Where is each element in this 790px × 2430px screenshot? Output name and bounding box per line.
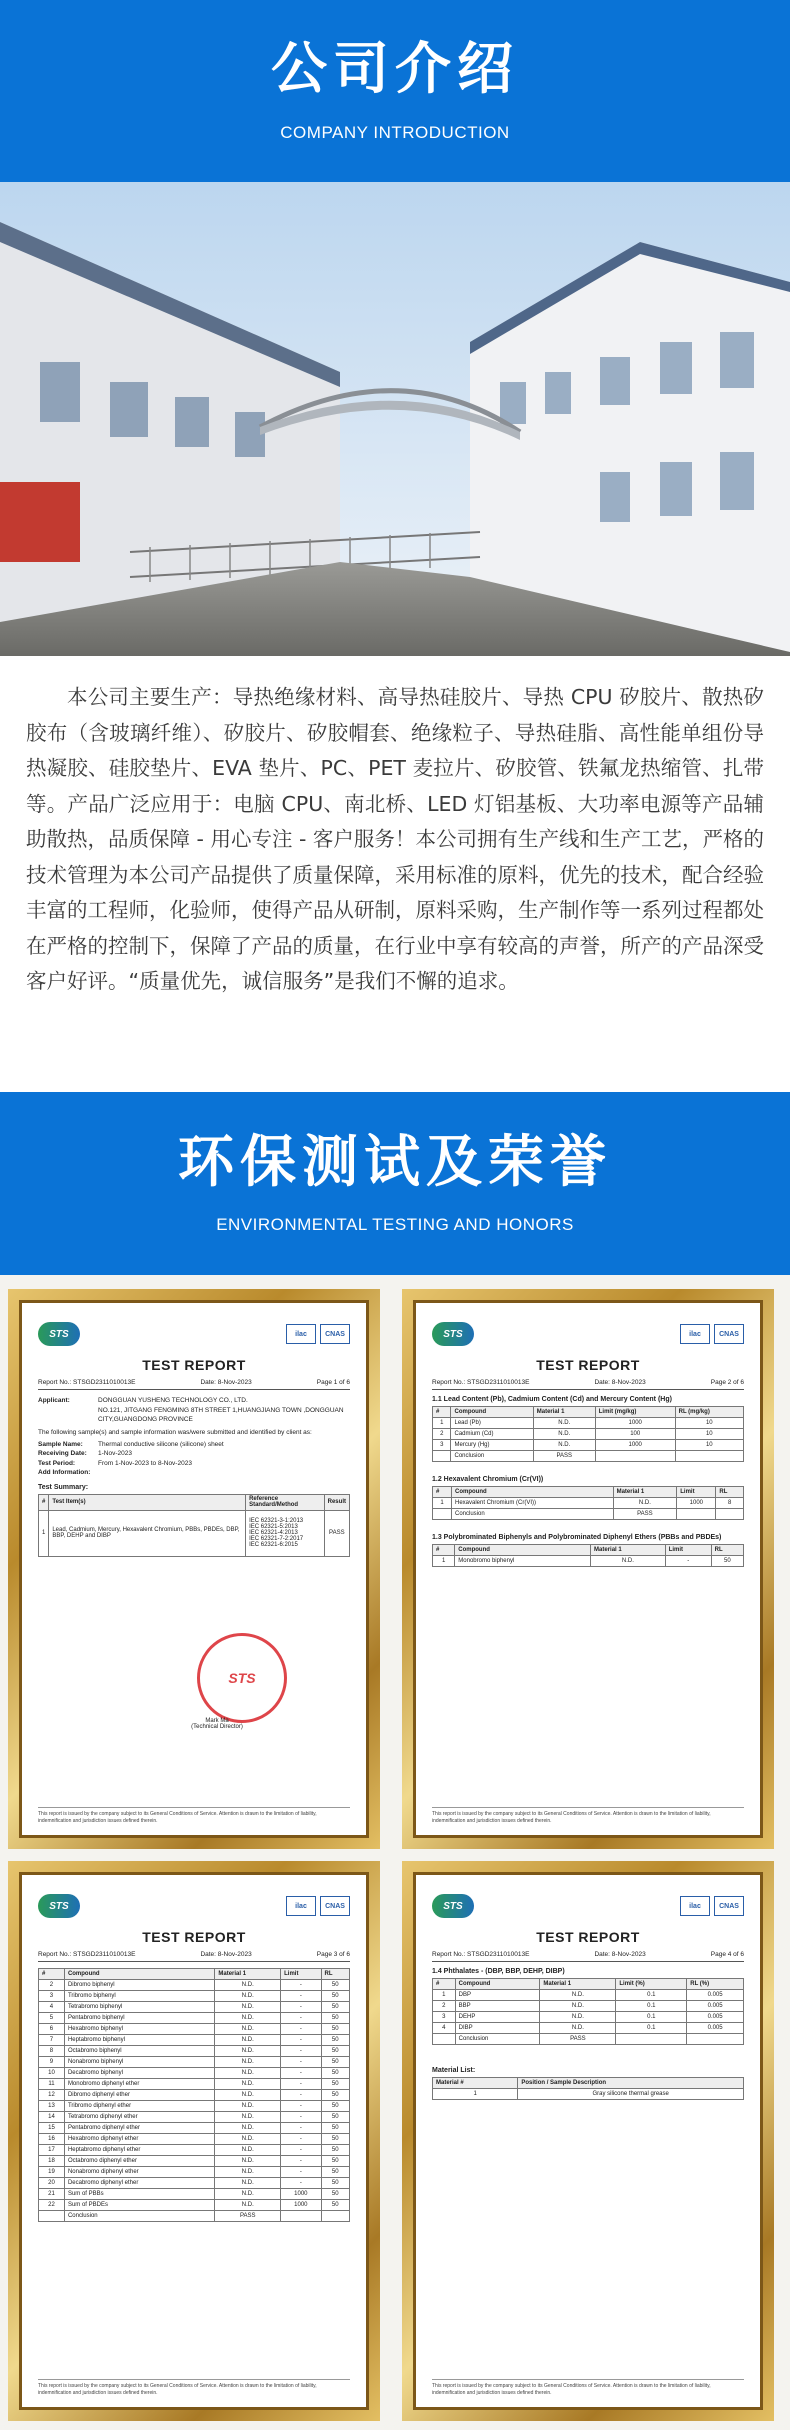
table-cell: Pentabromo diphenyl ether (64, 2123, 214, 2134)
table-row: 18 Octabromo diphenyl ether N.D. - 50 (39, 2156, 350, 2167)
company-stamp: STS (197, 1633, 287, 1723)
test-summary-heading: Test Summary: (38, 1483, 89, 1491)
cnas-logo: CNAS (320, 1324, 350, 1344)
ilac-mra-logo: ilac (680, 1896, 710, 1916)
page-number: Page 3 of 6 (316, 1951, 350, 1958)
summary-table: # Test Item(s) Reference Standard/Method Result 1 Lead, Cadmium, Mercury, Hexavalent Chromium, PBBs, PBDEs, DBP, BBP, DEHP and DIBP IEC 62321-3-1:2013 IEC 62321-5:2013 IEC 62321-4:2013 IEC 62321-7-2:2017 IEC 62321-6:2015 PASS (38, 1494, 350, 1557)
signatory-title: (Technical Director) (191, 1724, 243, 1730)
section-subtitle: ENVIRONMENTAL TESTING AND HONORS (216, 1215, 574, 1235)
table-cell: Octabromo biphenyl (64, 2046, 214, 2057)
report-title: TEST REPORT (536, 1357, 640, 1373)
table-cell: Octabromo diphenyl ether (64, 2156, 214, 2167)
section-title: 环保测试及荣誉 (178, 1129, 612, 1195)
table-cell: BBP (455, 2001, 540, 2012)
test-report-page-4 (416, 1875, 760, 2407)
table-cell: Tribromo diphenyl ether (64, 2101, 214, 2112)
pbb-table: # Compound Material 1 Limit RL 1 Monobromo biphenyl N.D. - 50 (432, 1544, 744, 1567)
signatory-name: Mark Ma (205, 1718, 229, 1724)
ilac-mra-logo: ilac (286, 1324, 316, 1344)
report-footer: This report is issued by the company subject to its General Conditions of Service. Attention is drawn to the limitation of liability, indemnification and jurisdiction issues defined therein. (38, 2379, 350, 2397)
receiving-date-label: Receiving Date: (38, 1450, 87, 1457)
table-cell: Hexavalent Chromium (Cr(VI)) (451, 1498, 613, 1509)
report-number: Report No.: STSGD2311010013E (432, 1379, 530, 1386)
factory-illustration (0, 182, 790, 656)
section-heading: 1.2 Hexavalent Chromium (Cr(VI)) (432, 1476, 544, 1483)
page-number: Page 1 of 6 (316, 1379, 350, 1386)
table-cell: Decabromo diphenyl ether (64, 2178, 214, 2189)
cnas-logo: CNAS (320, 1896, 350, 1916)
material-list-heading: Material List: (432, 2067, 476, 2074)
report-title: TEST REPORT (142, 1357, 246, 1373)
certificate-frame (402, 1289, 774, 1849)
applicant-address: NO.121, JITGANG FENGMING 8TH STREET 1,HUANGJIANG TOWN ,DONGGUAN CITY,GUANGDONG PROVINCE (98, 1406, 344, 1423)
section-heading: 1.3 Polybrominated Biphenyls and Polybrominated Diphenyl Ethers (PBBs and PBDEs) (432, 1534, 722, 1541)
table-cell: Nonabromo diphenyl ether (64, 2167, 214, 2178)
table-cell: Lead (Pb) (451, 1418, 533, 1429)
table-cell: Nonabromo biphenyl (64, 2057, 214, 2068)
table-cell: Dibromo diphenyl ether (64, 2090, 214, 2101)
material-list-table: Material # Position / Sample Description 1 Gray silicone thermal grease (432, 2077, 744, 2100)
add-information-label: Add Information: (38, 1469, 91, 1476)
ilac-mra-logo: ilac (286, 1896, 316, 1916)
table-cell: Pentabromo biphenyl (64, 2013, 214, 2024)
cnas-logo: CNAS (714, 1896, 744, 1916)
ilac-mra-logo: ilac (680, 1324, 710, 1344)
table-cell: Tribromo biphenyl (64, 1991, 214, 2002)
table-cell: Dibromo biphenyl (64, 1980, 214, 1991)
table-row: 22 Sum of PBDEs N.D. 1000 50 (39, 2200, 350, 2211)
pbb-pbde-table: # Compound Material 1 Limit RL 2 Dibromo biphenyl N.D. - 50 3 Tribromo biphenyl N.D. - 50 4 Tetrabromo biphenyl N.D. - 50 5 Pentabromo biphenyl N.D. - 50 6 Hexabromo biphenyl N.D. - 50 7 Heptabromo biphenyl N.D. - 50 8 Octabromo biphenyl N.D. - 50 9 Nonabromo biphenyl N.D. - 50 10 Decabromo biphenyl N.D. - 50 11 Monobromo diphenyl ether N.D. - 50 12 Dibromo diphenyl ether N.D. - 50 13 Tribromo diphenyl ether N.D. - 50 14 Tetrabromo diphenyl ether N.D. - 50 15 Pentabromo diphenyl ether N.D. - 50 16 Hexabromo diphenyl ether N.D. - 50 17 Heptabromo diphenyl ether N.D. - 50 18 Octabromo diphenyl ether N.D. - 50 19 Nonabromo diphenyl ether N.D. - 50 20 Decabromo diphenyl ether N.D. - 50 21 Sum of PBBs N.D. 1000 50 22 Sum of PBDEs N.D. 1000 50 Conclusion PASS (38, 1968, 350, 2222)
table-row: 20 Decabromo diphenyl ether N.D. - 50 (39, 2178, 350, 2189)
test-report-page-3 (22, 1875, 366, 2407)
sts-logo: STS (432, 1322, 474, 1346)
sts-logo: STS (38, 1894, 80, 1918)
sts-logo: STS (432, 1894, 474, 1918)
company-intro-text: 本公司主要生产：导热绝缘材料、高导热硅胶片、导热 CPU 矽胶片、散热矽胶布（含玻璃纤维）、矽胶片、矽胶帽套、绝缘粒子、导热硅脂、高性能单组份导热凝胶、硅胶垫片、EVA 垫片、PC、PET 麦拉片、矽胶管、铁氟龙热缩管、扎带等。产品广泛应用于：电脑 CPU、南北桥、LED 灯铝基板、大功率电源等产品辅助散热，品质保障 - 用心专注 - 客户服务！本公司拥有生产线和生产工艺，严格的技术管理为本公司产品提供了质量保障，采用标准的原料，优先的技术，配合经验丰富的工程师，化验师，使得产品从研制，原料采购，生产制作等一系列过程都处在严格的控制下，保障了产品的质量，在行业中享有较高的声誉，所产的产品深受客户好评。“质量优先，诚信服务”是我们不懈的追求。 (26, 685, 764, 993)
report-title: TEST REPORT (142, 1929, 246, 1945)
table-header: Position / Sample Description (518, 2078, 744, 2089)
report-number: Report No.: STSGD2311010013E (432, 1951, 530, 1958)
table-cell: Cadmium (Cd) (451, 1429, 533, 1440)
table-row: 5 Pentabromo biphenyl N.D. - 50 (39, 2013, 350, 2024)
sample-name-value: Thermal conductive silicone (silicone) sheet (98, 1440, 224, 1448)
table-row: 21 Sum of PBBs N.D. 1000 50 (39, 2189, 350, 2200)
table-row: 2 Dibromo biphenyl N.D. - 50 (39, 1980, 350, 1991)
table-cell: Gray silicone thermal grease (518, 2089, 744, 2100)
table-header: Material # (433, 2078, 518, 2089)
report-title: TEST REPORT (536, 1929, 640, 1945)
table-row: 6 Hexabromo biphenyl N.D. - 50 (39, 2024, 350, 2035)
section-heading: 1.1 Lead Content (Pb), Cadmium Content (Cd) and Mercury Content (Hg) (432, 1396, 672, 1403)
certificate-frame (8, 1861, 380, 2421)
report-number: Report No.: STSGD2311010013E (38, 1379, 136, 1386)
report-footer: This report is issued by the company subject to its General Conditions of Service. Attention is drawn to the limitation of liability, indemnification and jurisdiction issues defined therein. (432, 2379, 744, 2397)
test-report-page-1 (22, 1303, 366, 1835)
table-cell: DBP (455, 1990, 540, 2001)
table-cell: Tetrabromo biphenyl (64, 2002, 214, 2013)
table-row: 8 Octabromo biphenyl N.D. - 50 (39, 2046, 350, 2057)
table-row: 11 Monobromo diphenyl ether N.D. - 50 (39, 2079, 350, 2090)
table-row: 14 Tetrabromo diphenyl ether N.D. - 50 (39, 2112, 350, 2123)
table-cell: Heptabromo biphenyl (64, 2035, 214, 2046)
report-date: Date: 8-Nov-2023 (594, 1951, 646, 1958)
table-cell: Tetrabromo diphenyl ether (64, 2112, 214, 2123)
page-number: Page 4 of 6 (710, 1951, 744, 1958)
test-report-page-2 (416, 1303, 760, 1835)
receiving-date-value: 1-Nov-2023 (98, 1450, 132, 1457)
table-cell: Hexabromo biphenyl (64, 2024, 214, 2035)
table-row: 9 Nonabromo biphenyl N.D. - 50 (39, 2057, 350, 2068)
table-cell: Mercury (Hg) (451, 1440, 533, 1451)
table-row: 3 Tribromo biphenyl N.D. - 50 (39, 1991, 350, 2002)
table-cell: DIBP (455, 2023, 540, 2034)
table-row: 7 Heptabromo biphenyl N.D. - 50 (39, 2035, 350, 2046)
section-title: 公司介绍 (271, 37, 519, 103)
section-subtitle: COMPANY INTRODUCTION (280, 122, 510, 142)
table-row: 4 Tetrabromo biphenyl N.D. - 50 (39, 2002, 350, 2013)
phthalates-table: # Compound Material 1 Limit (%) RL (%) 1 DBP N.D. 0.1 0.005 2 BBP N.D. 0.1 0.005 3 DEHP N.D. 0.1 0.005 4 DIBP N.D. 0.1 0.005 Conclusion PASS (432, 1978, 744, 2045)
certificates-grid (0, 1275, 790, 2430)
table-cell: Hexabromo diphenyl ether (64, 2134, 214, 2145)
table-cell: Sum of PBDEs (64, 2200, 214, 2211)
test-period-label: Test Period: (38, 1459, 76, 1467)
table-row: 15 Pentabromo diphenyl ether N.D. - 50 (39, 2123, 350, 2134)
table-row: 16 Hexabromo diphenyl ether N.D. - 50 (39, 2134, 350, 2145)
factory-photo (0, 182, 790, 656)
cnas-logo: CNAS (714, 1324, 744, 1344)
test-period-value: From 1-Nov-2023 to 8-Nov-2023 (98, 1459, 192, 1467)
table-cell: Monobromo biphenyl (455, 1556, 591, 1567)
certificate-frame (402, 1861, 774, 2421)
section-heading: 1.4 Phthalates - (DBP, BBP, DEHP, DIBP) (432, 1968, 565, 1975)
chromium-table: # Compound Material 1 Limit RL 1 Hexavalent Chromium (Cr(VI)) N.D. 1000 8 Conclusion PASS (432, 1486, 744, 1520)
table-cell: Sum of PBBs (64, 2189, 214, 2200)
report-number: Report No.: STSGD2311010013E (38, 1951, 136, 1958)
table-cell: Decabromo biphenyl (64, 2068, 214, 2079)
report-date: Date: 8-Nov-2023 (594, 1379, 646, 1386)
page-number: Page 2 of 6 (710, 1379, 744, 1386)
sample-note: The following sample(s) and sample information was/were submitted and identified by client as: (38, 1428, 312, 1436)
table-cell: Heptabromo diphenyl ether (64, 2145, 214, 2156)
sample-name-label: Sample Name: (38, 1440, 83, 1448)
table-cell: Monobromo diphenyl ether (64, 2079, 214, 2090)
table-row: 17 Heptabromo diphenyl ether N.D. - 50 (39, 2145, 350, 2156)
sts-logo: STS (38, 1322, 80, 1346)
table-row: 12 Dibromo diphenyl ether N.D. - 50 (39, 2090, 350, 2101)
company-intro-banner (0, 0, 790, 182)
heavy-metal-table: # Compound Material 1 Limit (mg/kg) RL (mg/kg) 1 Lead (Pb) N.D. 1000 10 2 Cadmium (Cd) N.D. 100 10 3 Mercury (Hg) N.D. 1000 10 Conclusion PASS (432, 1406, 744, 1462)
report-date: Date: 8-Nov-2023 (200, 1379, 252, 1386)
certificate-frame (8, 1289, 380, 1849)
report-date: Date: 8-Nov-2023 (200, 1951, 252, 1958)
testing-honors-banner (0, 1092, 790, 1275)
applicant-label: Applicant: (38, 1397, 70, 1404)
table-row: 10 Decabromo biphenyl N.D. - 50 (39, 2068, 350, 2079)
report-footer: This report is issued by the company subject to its General Conditions of Service. Attention is drawn to the limitation of liability, indemnification and jurisdiction issues defined therein. (38, 1807, 350, 1825)
table-row: 19 Nonabromo diphenyl ether N.D. - 50 (39, 2167, 350, 2178)
table-row: 13 Tribromo diphenyl ether N.D. - 50 (39, 2101, 350, 2112)
applicant-value: DONGGUAN YUSHENG TECHNOLOGY CO., LTD. (98, 1397, 248, 1404)
table-cell: DEHP (455, 2012, 540, 2023)
report-footer: This report is issued by the company subject to its General Conditions of Service. Attention is drawn to the limitation of liability, indemnification and jurisdiction issues defined therein. (432, 1807, 744, 1825)
